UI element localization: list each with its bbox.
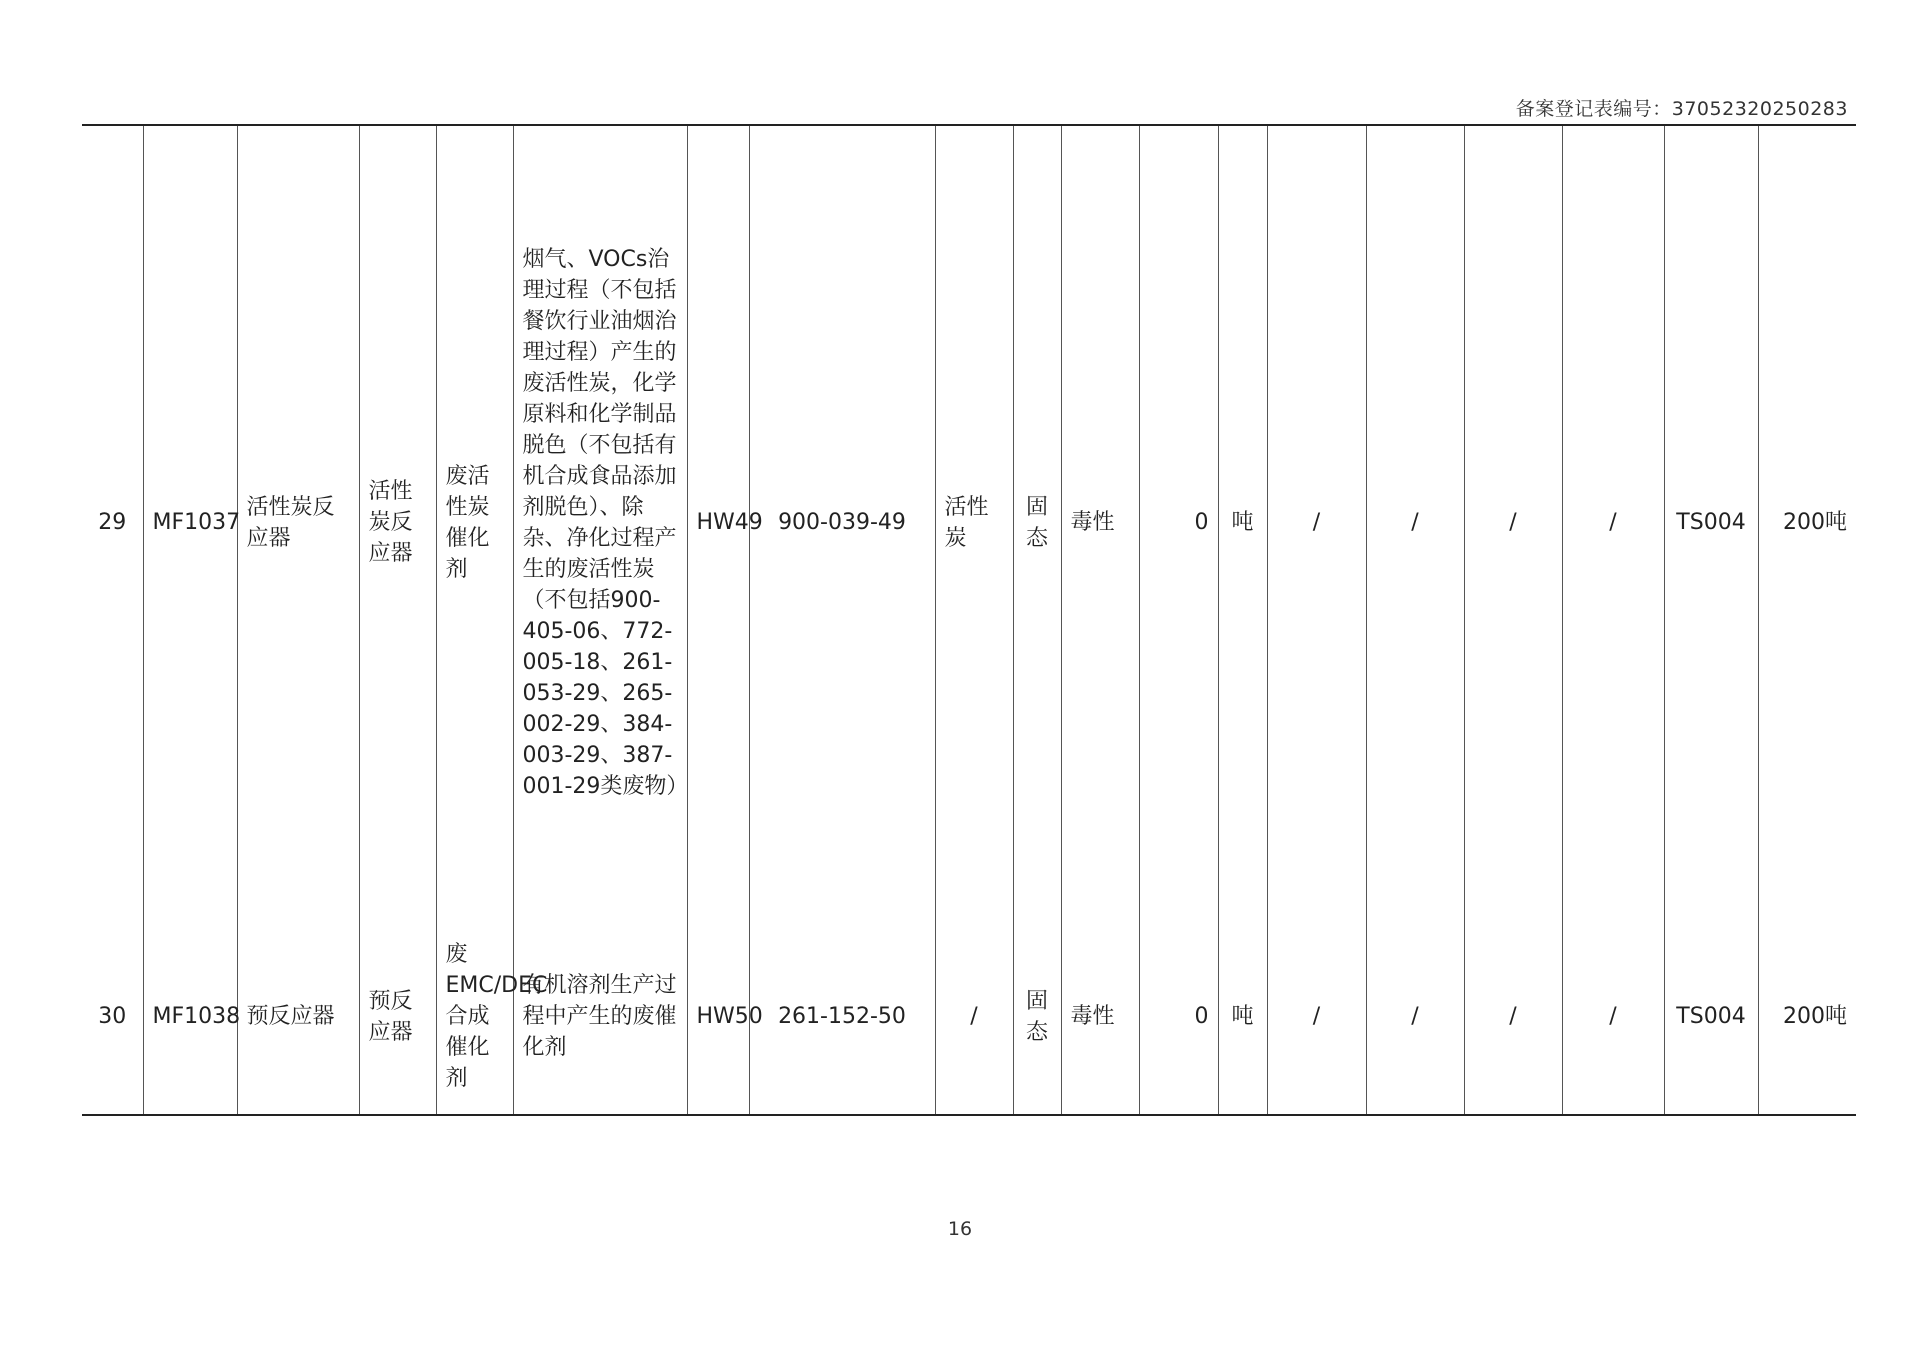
- equipment-code: MF1037: [143, 125, 237, 919]
- cell-slash: /: [1267, 919, 1366, 1115]
- hazard-property: 毒性: [1061, 919, 1139, 1115]
- waste-code: 261-152-50: [749, 919, 935, 1115]
- waste-category: HW49: [687, 125, 749, 919]
- cell-slash: /: [1464, 919, 1562, 1115]
- waste-category: HW50: [687, 919, 749, 1115]
- equipment-name: 预反应器: [237, 919, 359, 1115]
- equipment-code: MF1038: [143, 919, 237, 1115]
- amount: 0: [1139, 125, 1218, 919]
- cell-slash: /: [1464, 125, 1562, 919]
- waste-description: 有机溶剂生产过程中产生的废催化剂: [513, 919, 687, 1115]
- disposal-code: TS004: [1664, 919, 1758, 1115]
- waste-name: 废EMC/DEC合成催化剂: [436, 919, 513, 1115]
- hazardous-waste-table: [82, 124, 1856, 1116]
- cell-slash: /: [1562, 125, 1664, 919]
- physical-form: 固态: [1013, 919, 1061, 1115]
- cell-slash: /: [1366, 125, 1464, 919]
- main-component: /: [935, 919, 1013, 1115]
- row-number: 29: [82, 125, 143, 919]
- waste-source: 预反应器: [359, 919, 436, 1115]
- cell-slash: /: [1267, 125, 1366, 919]
- capacity: 200吨: [1758, 919, 1856, 1115]
- row-number: 30: [82, 919, 143, 1115]
- main-component: 活性炭: [935, 125, 1013, 919]
- page-number: 16: [947, 1218, 973, 1240]
- physical-form: 固态: [1013, 125, 1061, 919]
- unit: 吨: [1218, 919, 1267, 1115]
- hazard-property: 毒性: [1061, 125, 1139, 919]
- waste-source: 活性炭反应器: [359, 125, 436, 919]
- amount: 0: [1139, 919, 1218, 1115]
- waste-description: 烟气、VOCs治理过程（不包括餐饮行业油烟治理过程）产生的废活性炭，化学原料和化学制品脱色（不包括有机合成食品添加剂脱色）、除杂、净化过程产生的废活性炭（不包括900-405-06、772-005-18、261-053-29、265-002-29、384-003-29、387-001-29类废物）: [513, 125, 687, 919]
- table-row: [82, 125, 1856, 919]
- waste-name: 废活性炭催化剂: [436, 125, 513, 919]
- waste-code: 900-039-49: [749, 125, 935, 919]
- cell-slash: /: [1562, 919, 1664, 1115]
- registration-number: 备案登记表编号：370523202502​83: [1515, 98, 1848, 120]
- capacity: 200吨: [1758, 125, 1856, 919]
- unit: 吨: [1218, 125, 1267, 919]
- disposal-code: TS004: [1664, 125, 1758, 919]
- table-row: [82, 919, 1856, 1115]
- cell-slash: /: [1366, 919, 1464, 1115]
- equipment-name: 活性炭反应器: [237, 125, 359, 919]
